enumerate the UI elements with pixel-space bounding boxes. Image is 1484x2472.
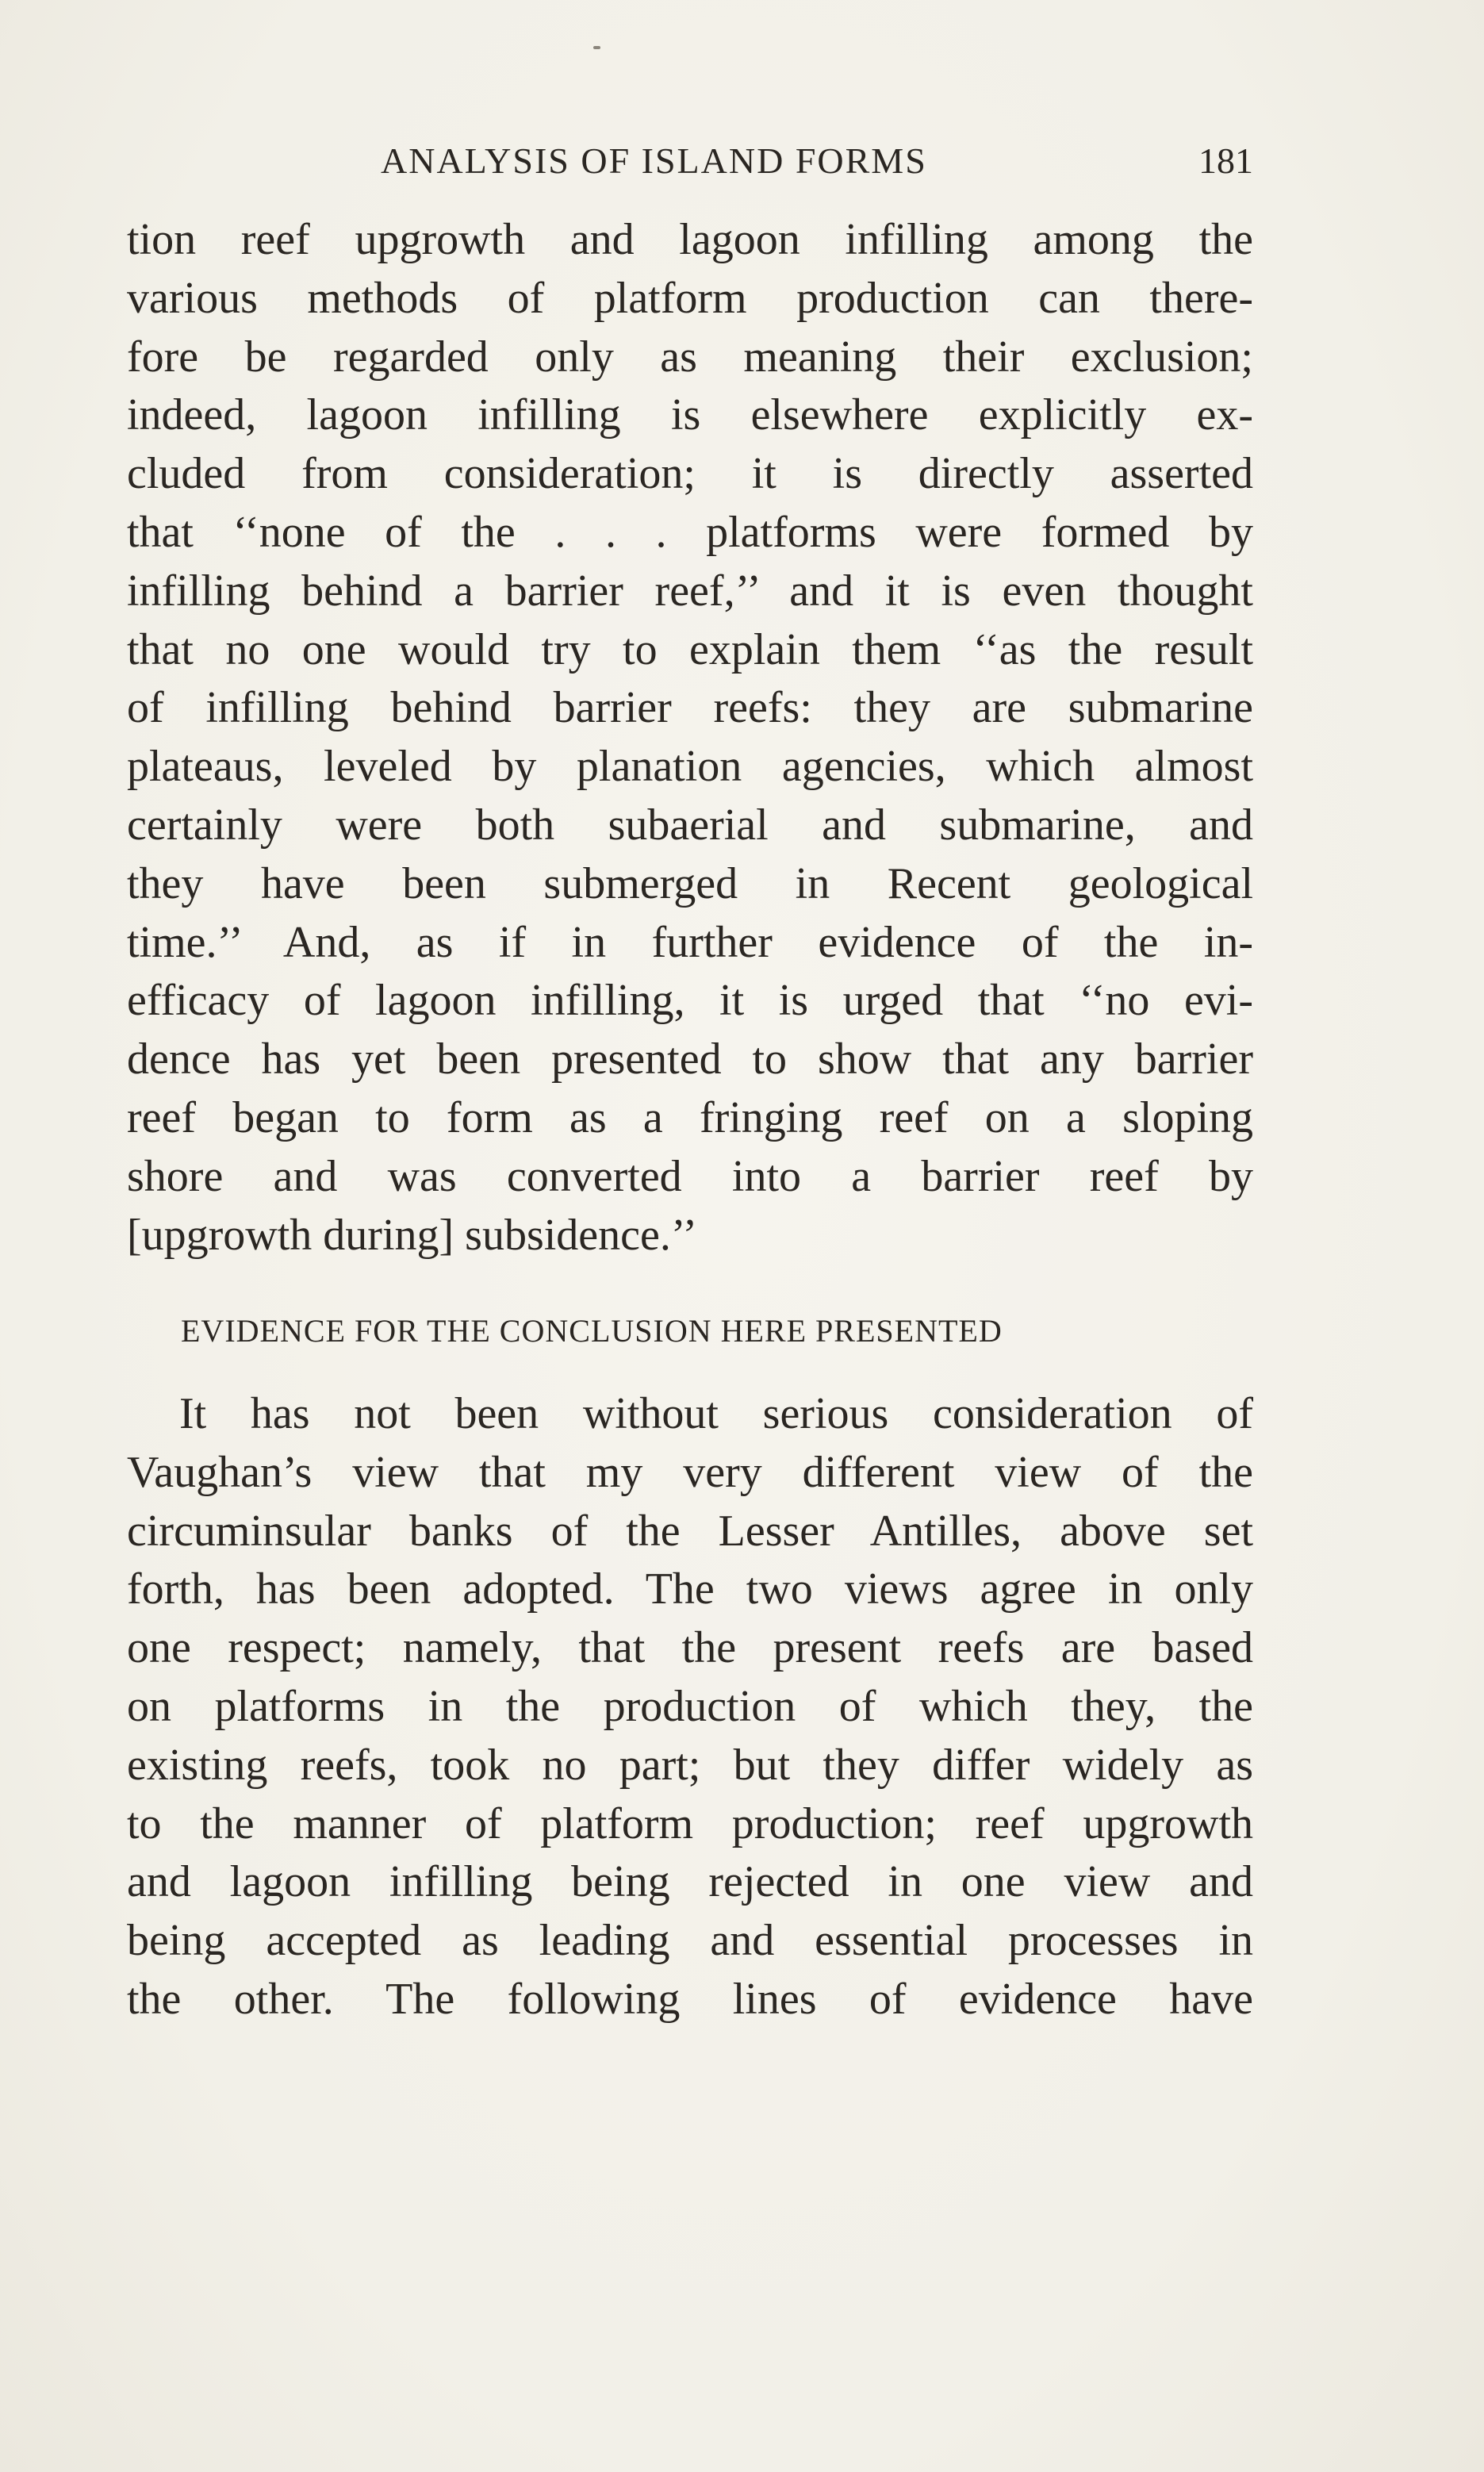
text-line: that no one would try to explain them ‘‘as the result bbox=[127, 624, 1253, 674]
text-line: forth, has been adopted. The two views agree in only bbox=[127, 1564, 1253, 1614]
text-line: existing reefs, took no part; but they differ widely as bbox=[127, 1740, 1253, 1790]
text-line: and lagoon infilling being rejected in one view and bbox=[127, 1857, 1253, 1907]
text-line: reef began to form as a fringing reef on a sloping bbox=[127, 1092, 1253, 1142]
text-line: shore and was converted into a barrier reef by bbox=[127, 1151, 1253, 1201]
text-line: that ‘‘none of the . . . platforms were formed by bbox=[127, 507, 1253, 557]
running-head: ANALYSIS OF ISLAND FORMS bbox=[381, 140, 927, 181]
text-line: dence has yet been presented to show that any barrier bbox=[127, 1034, 1253, 1084]
text-line: one respect; namely, that the present reefs are based bbox=[127, 1623, 1253, 1673]
text-line: tion reef upgrowth and lagoon infilling among the bbox=[127, 215, 1253, 264]
text-line: efficacy of lagoon infilling, it is urged that ‘‘no evi- bbox=[127, 976, 1253, 1026]
text-line: Vaughan’s view that my very different view of the bbox=[127, 1447, 1253, 1497]
ink-speck bbox=[593, 46, 600, 49]
text-line: time.’’ And, as if in further evidence of the in- bbox=[127, 917, 1253, 967]
text-line: It has not been without serious consideration of bbox=[179, 1389, 1253, 1438]
section-heading: EVIDENCE FOR THE CONCLUSION HERE PRESENTED bbox=[181, 1313, 1003, 1349]
text-line: plateaus, leveled by planation agencies, which almost bbox=[127, 742, 1253, 792]
text-line: they have been submerged in Recent geological bbox=[127, 858, 1253, 908]
page-header bbox=[127, 133, 1253, 189]
text-line: on platforms in the production of which they, the bbox=[127, 1681, 1253, 1731]
text-line: cluded from consideration; it is directly asserted bbox=[127, 449, 1253, 499]
text-line: of infilling behind barrier reefs: they are submarine bbox=[127, 683, 1253, 733]
text-line: certainly were both subaerial and submarine, and bbox=[127, 800, 1253, 850]
paragraph-evidence bbox=[127, 1385, 1253, 2029]
text-line: being accepted as leading and essential processes in bbox=[127, 1916, 1253, 1966]
text-line: fore be regarded only as meaning their exclusion; bbox=[127, 332, 1253, 382]
page-number: 181 bbox=[1198, 140, 1253, 181]
text-line: the other. The following lines of evidence have bbox=[127, 1974, 1253, 2024]
text-line: to the manner of platform production; reef upgrowth bbox=[127, 1798, 1253, 1848]
paragraph-continued bbox=[127, 211, 1253, 1265]
text-line: circuminsular banks of the Lesser Antilles, above set bbox=[127, 1506, 1253, 1556]
text-line: various methods of platform production can there- bbox=[127, 273, 1253, 323]
text-line: indeed, lagoon infilling is elsewhere explicitly ex- bbox=[127, 390, 1253, 440]
text-line: [upgrowth during] subsidence.’’ bbox=[127, 1210, 698, 1260]
text-line: infilling behind a barrier reef,’’ and it is even thought bbox=[127, 566, 1253, 616]
